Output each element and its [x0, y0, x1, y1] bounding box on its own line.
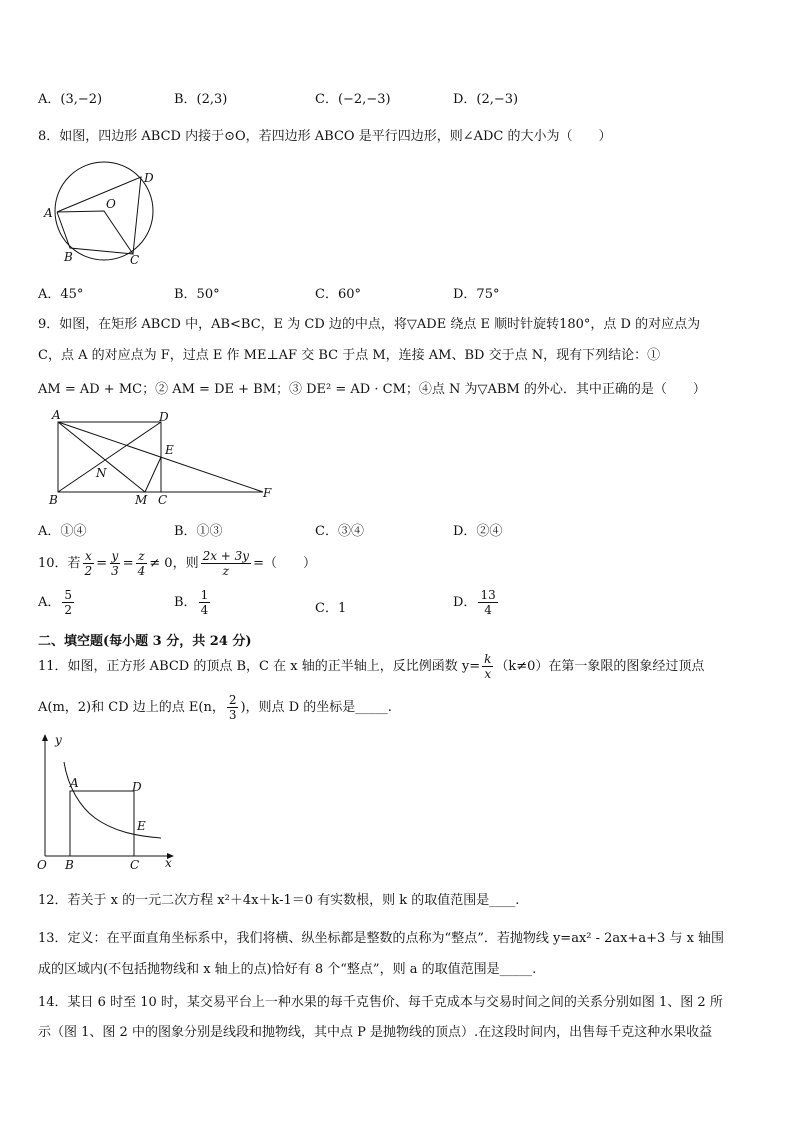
q8-option-c: C．60° — [315, 287, 361, 302]
q11-label-c: C — [130, 858, 140, 872]
q9-option-c: C．③④ — [315, 524, 364, 539]
q9-line3: AM = AD + MC；② AM = DE + BM；③ DE² = AD · CM；④点 N 为▽ABM 的外心．其中正确的是（ ） — [38, 382, 706, 397]
q9-label-c: C — [158, 493, 168, 507]
q11-hyperbola — [64, 762, 161, 838]
q11-label-e: E — [137, 819, 146, 833]
q8-label-b: B — [64, 250, 73, 264]
q10-option-c: C．1 — [315, 601, 347, 616]
q10-option-d: D． $\frac{13}{4}$ — [453, 588, 496, 617]
q11-label-o: O — [37, 858, 47, 872]
q14-line2: 示（图 1、图 2 中的图象分别是线段和抛物线，其中点 P 是抛物线的顶点）.在这段时间内，出售每千克这种水果收益 — [38, 1025, 713, 1040]
q9-option-d: D．②④ — [453, 524, 503, 539]
q11-frac-kx: $\frac{k}{x}$ — [484, 652, 492, 681]
q9-label-f: F — [263, 486, 272, 500]
q8-label-d: D — [144, 171, 154, 185]
q10-frac-expression: $\frac{2x + 3y}{z}$ — [202, 549, 250, 578]
q11-coordinate-figure — [35, 732, 185, 872]
q9-label-n: N — [96, 466, 107, 480]
q14-line1: 14．某日 6 时至 10 时，某交易平台上一种水果的每千克售价、每千克成本与交易时间之间的关系分别如图 1、图 2 所 — [38, 995, 723, 1010]
q11-frac-2-3: $\frac{2}{3}$ — [228, 693, 237, 722]
q9-line1: 9．如图，在矩形 ABCD 中，AB<BC，E 为 CD 边的中点，将▽ADE 绕点 E 顺时针旋转180°，点 D 的对应点为 — [38, 317, 701, 332]
q10-option-a: A． $\frac{5}{2}$ — [38, 588, 73, 617]
q11-y-arrow — [42, 734, 48, 741]
q12-stem: 12．若关于 x 的一元二次方程 x²＋4x＋k-1＝0 有实数根，则 k 的取值范围是____. — [38, 893, 520, 908]
q10-prefix: 10．若 — [38, 556, 81, 571]
q8-circle-figure — [40, 160, 160, 270]
q8-label-a: A — [44, 206, 53, 220]
q8-quad-abcd — [57, 177, 141, 254]
q9-label-a: A — [52, 408, 61, 422]
q9-segment-am — [58, 422, 145, 492]
q9-label-b: B — [49, 493, 58, 507]
q10-stem: 10．若 $\frac{x}{2}$ = $\frac{y}{3}$ = $\frac{z}{4}$ ≠ 0，则 $\frac{2x + 3y}{z}$ =（ ） — [38, 549, 316, 578]
q9-line2: C，点 A 的对应点为 F，过点 E 作 ME⊥AF 交 BC 于点 M，连接 AM、BD 交于点 N，现有下列结论：① — [38, 348, 661, 363]
q9-option-b: B．①③ — [174, 524, 223, 539]
q11-square-abcd — [70, 791, 134, 856]
q11-line1: 11．如图，正方形 ABCD 的顶点 B，C 在 x 轴的正半轴上，反比例函数 y= $\frac{k}{x}$ （k≠0）在第一象限的图象经过顶点 — [38, 652, 705, 681]
q11-label-b: B — [65, 858, 74, 872]
q7-option-c: C．(−2,−3) — [315, 92, 391, 107]
q7-option-a: A．(3,−2) — [38, 92, 103, 107]
q8-label-c: C — [130, 253, 140, 267]
q11-label-y: y — [55, 733, 62, 747]
q8-option-d: D．75° — [453, 287, 500, 302]
q8-stem: 8．如图，四边形 ABCD 内接于⊙O，若四边形 ABCO 是平行四边形，则∠ADC 的大小为（ ） — [38, 129, 612, 144]
q9-option-a: A．①④ — [38, 524, 87, 539]
q13-line2: 成的区域内(不包括抛物线和 x 轴上的点)恰好有 8 个“整点”，则 a 的取值范围是_____. — [38, 962, 537, 977]
q10-frac-z4: $\frac{z}{4}$ — [137, 549, 146, 578]
q9-segment-me — [145, 457, 161, 492]
section-2-heading: 二、填空题(每小题 3 分，共 24 分) — [38, 634, 252, 649]
q8-option-b: B．50° — [174, 287, 220, 302]
q8-quad-abco — [57, 211, 133, 254]
q10-frac-y3: $\frac{y}{3}$ — [111, 549, 119, 578]
q8-option-a: A．45° — [38, 287, 84, 302]
q10-frac-x2: $\frac{x}{2}$ — [84, 549, 93, 578]
q7-option-d: D．(2,−3) — [453, 92, 519, 107]
q9-segment-bd — [58, 422, 161, 492]
q11-label-a: A — [70, 776, 79, 790]
q8-label-o: O — [106, 197, 116, 211]
q13-line1: 13．定义：在平面直角坐标系中，我们将横、纵坐标都是整数的点称为“整点”．若抛物线 y=ax² - 2ax+a+3 与 x 轴围 — [38, 931, 725, 946]
q9-label-d: D — [159, 410, 169, 424]
q11-label-x: x — [165, 856, 172, 870]
q7-option-b: B．(2,3) — [174, 92, 228, 107]
q9-label-m: M — [135, 493, 148, 507]
q9-label-e: E — [165, 443, 174, 457]
q11-label-d: D — [132, 780, 142, 794]
q9-rectangle-figure — [45, 405, 285, 505]
q11-line2: A(m，2)和 CD 边上的点 E(n， $\frac{2}{3}$ )，则点 D 的坐标是_____. — [38, 693, 392, 722]
q10-option-b: B． $\frac{1}{4}$ — [174, 588, 209, 617]
